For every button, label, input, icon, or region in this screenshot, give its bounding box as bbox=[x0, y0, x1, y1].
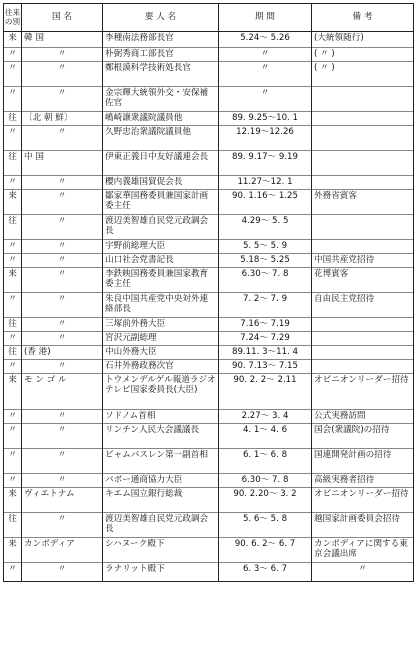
cell-period: 5. 6〜 5. 8 bbox=[219, 513, 312, 538]
cell-note bbox=[312, 346, 414, 360]
cell-person: 櫻内義雄国貿促会長 bbox=[103, 176, 219, 190]
cell-period: 90. 2.20〜 3. 2 bbox=[219, 488, 312, 513]
cell-direction: 〃 bbox=[4, 332, 22, 346]
cell-note bbox=[312, 332, 414, 346]
cell-direction: 〃 bbox=[4, 87, 22, 112]
cell-note bbox=[312, 176, 414, 190]
table-row bbox=[4, 112, 414, 126]
cell-person: 宮沢元副総理 bbox=[103, 332, 219, 346]
cell-person: 李鉄映国務委員兼国家教育委主任 bbox=[103, 268, 219, 293]
cell-country: 〃 bbox=[22, 215, 103, 240]
cell-person: トウメンデルゲル報道ラジオテレビ国家委員長(大臣) bbox=[103, 374, 219, 410]
cell-person: ラナリット殿下 bbox=[103, 563, 219, 582]
table-row bbox=[4, 449, 414, 474]
cell-period: 7.24〜 7.29 bbox=[219, 332, 312, 346]
cell-note: 〃 bbox=[312, 563, 414, 582]
cell-period: 2.27〜 3. 4 bbox=[219, 410, 312, 424]
cell-person: 山口社会党書記長 bbox=[103, 254, 219, 268]
table-row bbox=[4, 318, 414, 332]
cell-country: 〃 bbox=[22, 176, 103, 190]
cell-direction: 〃 bbox=[4, 176, 22, 190]
table-row bbox=[4, 563, 414, 582]
cell-country: 〃 bbox=[22, 190, 103, 215]
table-row bbox=[4, 513, 414, 538]
cell-direction: 〃 bbox=[4, 126, 22, 151]
cell-period: 89. 9.17〜 9.19 bbox=[219, 151, 312, 176]
cell-country: 〃 bbox=[22, 360, 103, 374]
cell-direction: 来 bbox=[4, 538, 22, 563]
cell-note: 公式実務訪問 bbox=[312, 410, 414, 424]
table-row bbox=[4, 488, 414, 513]
table-row bbox=[4, 360, 414, 374]
cell-direction: 往 bbox=[4, 215, 22, 240]
cell-direction: 来 bbox=[4, 268, 22, 293]
cell-period: 〃 bbox=[219, 87, 312, 112]
cell-country: (香 港) bbox=[22, 346, 103, 360]
cell-person: 金宗輝大統領外交・安保補佐官 bbox=[103, 87, 219, 112]
cell-period: 〃 bbox=[219, 62, 312, 87]
cell-country: 〃 bbox=[22, 410, 103, 424]
cell-note: 国会(衆議院)の招待 bbox=[312, 424, 414, 449]
cell-person: 石井外務政務次官 bbox=[103, 360, 219, 374]
cell-country: ヴィエトナム bbox=[22, 488, 103, 513]
cell-note: 外務省賓客 bbox=[312, 190, 414, 215]
cell-direction: 〃 bbox=[4, 62, 22, 87]
cell-country: 〃 bbox=[22, 424, 103, 449]
cell-note: 花博賓客 bbox=[312, 268, 414, 293]
cell-direction: 往 bbox=[4, 318, 22, 332]
cell-direction: 来 bbox=[4, 190, 22, 215]
cell-person: 李種南法務部長官 bbox=[103, 32, 219, 48]
cell-period: 4. 1〜 4. 6 bbox=[219, 424, 312, 449]
table-row bbox=[4, 293, 414, 318]
cell-person: 中山外務大臣 bbox=[103, 346, 219, 360]
cell-period: 90. 7.13〜 7.15 bbox=[219, 360, 312, 374]
cell-person: 渡辺美智雄自民党元政調会長 bbox=[103, 513, 219, 538]
table-row bbox=[4, 62, 414, 87]
cell-note bbox=[312, 215, 414, 240]
table-row bbox=[4, 176, 414, 190]
table-row bbox=[4, 87, 414, 112]
cell-country: 〃 bbox=[22, 318, 103, 332]
cell-direction: 〃 bbox=[4, 254, 22, 268]
cell-person: リンチン人民大会議議長 bbox=[103, 424, 219, 449]
cell-person: 三塚前外務大臣 bbox=[103, 318, 219, 332]
cell-note: オビニオンリーダー招待 bbox=[312, 374, 414, 410]
table-row bbox=[4, 332, 414, 346]
header-row bbox=[4, 4, 414, 32]
cell-country: 〃 bbox=[22, 474, 103, 488]
table-row bbox=[4, 240, 414, 254]
table-row bbox=[4, 346, 414, 360]
cell-direction: 往 bbox=[4, 151, 22, 176]
cell-direction: 来 bbox=[4, 488, 22, 513]
cell-note: ( 〃 ) bbox=[312, 48, 414, 62]
cell-note bbox=[312, 318, 414, 332]
cell-note: (大統領随行) bbox=[312, 32, 414, 48]
cell-country: 〃 bbox=[22, 87, 103, 112]
cell-period: 11.27〜12. 1 bbox=[219, 176, 312, 190]
cell-direction: 〃 bbox=[4, 474, 22, 488]
header-person: 要 人 名 bbox=[103, 4, 219, 32]
cell-country: 〃 bbox=[22, 449, 103, 474]
cell-note bbox=[312, 126, 414, 151]
cell-person: 朱良中国共産党中央対外連絡部長 bbox=[103, 293, 219, 318]
cell-period: 〃 bbox=[219, 48, 312, 62]
cell-note bbox=[312, 87, 414, 112]
cell-direction: 〃 bbox=[4, 410, 22, 424]
cell-person: シハヌーク殿下 bbox=[103, 538, 219, 563]
cell-direction: 〃 bbox=[4, 240, 22, 254]
cell-direction: 〃 bbox=[4, 293, 22, 318]
cell-country: 〃 bbox=[22, 563, 103, 582]
cell-period: 6. 3〜 6. 7 bbox=[219, 563, 312, 582]
cell-note: 自由民主党招待 bbox=[312, 293, 414, 318]
cell-person: 宇野前総理大臣 bbox=[103, 240, 219, 254]
cell-person: キエム国立銀行総裁 bbox=[103, 488, 219, 513]
table-row bbox=[4, 215, 414, 240]
cell-direction: 往 bbox=[4, 112, 22, 126]
cell-period: 7. 2〜 7. 9 bbox=[219, 293, 312, 318]
cell-direction: 〃 bbox=[4, 449, 22, 474]
cell-person: バボー通商協力大臣 bbox=[103, 474, 219, 488]
cell-country: 中 国 bbox=[22, 151, 103, 176]
cell-period: 6.30〜 7. 8 bbox=[219, 268, 312, 293]
cell-period: 89. 9.25〜10. 1 bbox=[219, 112, 312, 126]
cell-person: 鄭根謨科学技術処長官 bbox=[103, 62, 219, 87]
cell-period: 6.30〜 7. 8 bbox=[219, 474, 312, 488]
cell-period: 90. 6. 2〜 6. 7 bbox=[219, 538, 312, 563]
header-direction: 往来の別 bbox=[4, 4, 22, 32]
cell-note: 国連開発計画の招待 bbox=[312, 449, 414, 474]
table-row bbox=[4, 268, 414, 293]
cell-person: 渡辺美智雄自民党元政調会長 bbox=[103, 215, 219, 240]
cell-direction: 往 bbox=[4, 513, 22, 538]
table-row bbox=[4, 190, 414, 215]
cell-person: 朴弼秀商工部長官 bbox=[103, 48, 219, 62]
cell-note bbox=[312, 112, 414, 126]
cell-country: 〃 bbox=[22, 513, 103, 538]
cell-direction: 来 bbox=[4, 374, 22, 410]
table-row bbox=[4, 151, 414, 176]
cell-country: 〃 bbox=[22, 254, 103, 268]
cell-country: カンボディア bbox=[22, 538, 103, 563]
table-row bbox=[4, 48, 414, 62]
cell-period: 5. 5〜 5. 9 bbox=[219, 240, 312, 254]
cell-country: 〃 bbox=[22, 62, 103, 87]
header-period: 期 間 bbox=[219, 4, 312, 32]
cell-direction: 〃 bbox=[4, 424, 22, 449]
table-row bbox=[4, 126, 414, 151]
cell-country: 〃 bbox=[22, 240, 103, 254]
table-row bbox=[4, 32, 414, 48]
cell-person: 久野忠治衆議院議員他 bbox=[103, 126, 219, 151]
cell-note bbox=[312, 240, 414, 254]
cell-period: 90. 1.16〜 1.25 bbox=[219, 190, 312, 215]
cell-period: 7.16〜 7.19 bbox=[219, 318, 312, 332]
cell-direction: 〃 bbox=[4, 48, 22, 62]
cell-note bbox=[312, 360, 414, 374]
cell-period: 89.11. 3〜11. 4 bbox=[219, 346, 312, 360]
cell-period: 4.29〜 5. 5 bbox=[219, 215, 312, 240]
table-row bbox=[4, 424, 414, 449]
cell-person: 嶋崎譲衆議院議員他 bbox=[103, 112, 219, 126]
cell-period: 5.24〜 5.26 bbox=[219, 32, 312, 48]
cell-period: 90. 2. 2〜 2.11 bbox=[219, 374, 312, 410]
table-row bbox=[4, 254, 414, 268]
cell-note: 高級実務者招待 bbox=[312, 474, 414, 488]
cell-person: ソドノム首相 bbox=[103, 410, 219, 424]
table-row bbox=[4, 410, 414, 424]
cell-country: モ ン ゴ ル bbox=[22, 374, 103, 410]
cell-note: 越国家計画委員会招待 bbox=[312, 513, 414, 538]
header-notes: 備 考 bbox=[312, 4, 414, 32]
cell-direction: 〃 bbox=[4, 563, 22, 582]
cell-direction: 往 bbox=[4, 346, 22, 360]
header-country: 国 名 bbox=[22, 4, 103, 32]
cell-note: ( 〃 ) bbox=[312, 62, 414, 87]
table-row bbox=[4, 474, 414, 488]
cell-period: 12.19〜12.26 bbox=[219, 126, 312, 151]
cell-country: 〃 bbox=[22, 332, 103, 346]
cell-direction: 来 bbox=[4, 32, 22, 48]
cell-country: 韓 国 bbox=[22, 32, 103, 48]
cell-period: 6. 1〜 6. 8 bbox=[219, 449, 312, 474]
cell-person: 鄒家華国務委員兼国家計画委主任 bbox=[103, 190, 219, 215]
cell-country: 〃 bbox=[22, 268, 103, 293]
cell-country: 〔北 朝 鮮〕 bbox=[22, 112, 103, 126]
cell-person: 伊東正義日中友好議連会長 bbox=[103, 151, 219, 176]
table-row bbox=[4, 374, 414, 410]
cell-country: 〃 bbox=[22, 48, 103, 62]
table-row bbox=[4, 538, 414, 563]
cell-direction: 〃 bbox=[4, 360, 22, 374]
visits-table bbox=[3, 3, 414, 582]
cell-person: ビャムバスレン第一副首相 bbox=[103, 449, 219, 474]
cell-country: 〃 bbox=[22, 293, 103, 318]
cell-country: 〃 bbox=[22, 126, 103, 151]
cell-note bbox=[312, 151, 414, 176]
cell-period: 5.18〜 5.25 bbox=[219, 254, 312, 268]
cell-note: オビニオンリーダー招待 bbox=[312, 488, 414, 513]
cell-note: カンボディアに関する東京会議出席 bbox=[312, 538, 414, 563]
cell-note: 中国共産党招待 bbox=[312, 254, 414, 268]
